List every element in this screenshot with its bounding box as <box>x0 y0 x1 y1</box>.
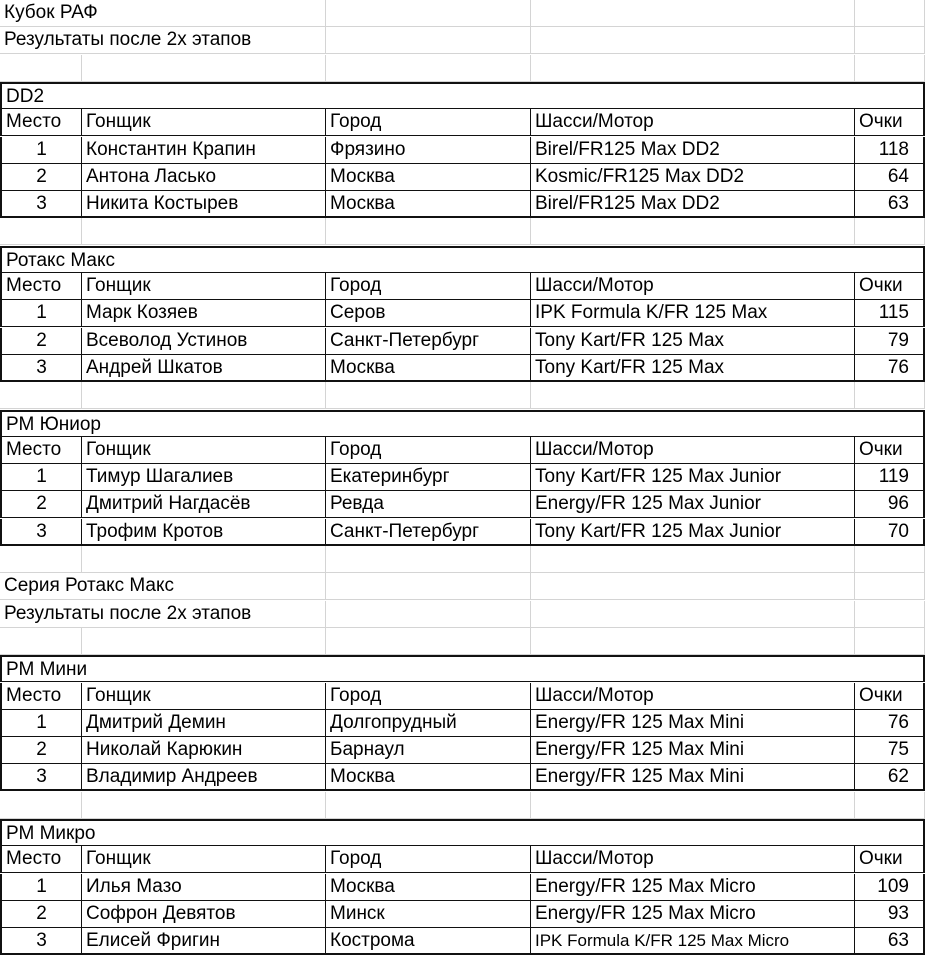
cell-driver[interactable]: Николай Карюкин <box>82 737 326 764</box>
column-header-place[interactable]: Место <box>0 683 82 710</box>
empty-cell[interactable] <box>855 573 925 600</box>
column-header-city[interactable]: Город <box>326 437 531 464</box>
cell-place[interactable]: 2 <box>0 737 82 764</box>
cell-driver[interactable]: Софрон Девятов <box>82 901 326 928</box>
cell-points[interactable]: 63 <box>855 191 925 218</box>
cell-chassis[interactable]: Kosmic/FR125 Max DD2 <box>531 164 855 191</box>
table-row <box>0 874 925 901</box>
empty-cell[interactable] <box>326 573 531 600</box>
cell-chassis[interactable]: Tony Kart/FR 125 Max Junior <box>531 464 855 491</box>
empty-cell[interactable] <box>855 546 925 573</box>
series-subtitle-cell[interactable]: Результаты после 2х этапов <box>0 601 82 628</box>
cell-chassis[interactable]: Energy/FR 125 Max Mini <box>531 710 855 737</box>
cell-place[interactable]: 2 <box>0 901 82 928</box>
column-header-points[interactable]: Очки <box>855 109 925 136</box>
section-title-row <box>0 246 925 273</box>
empty-cell[interactable] <box>0 218 82 245</box>
column-header-driver[interactable]: Гонщик <box>82 437 326 464</box>
cell-points[interactable]: 64 <box>855 164 925 191</box>
empty-cell[interactable] <box>855 628 925 655</box>
table-row <box>0 300 925 327</box>
column-header-chassis[interactable]: Шасси/Мотор <box>531 109 855 136</box>
empty-cell[interactable] <box>531 792 855 819</box>
cell-driver[interactable]: Марк Козяев <box>82 300 326 327</box>
table-row <box>0 328 925 355</box>
empty-cell[interactable] <box>82 27 326 54</box>
cell-place[interactable]: 1 <box>0 710 82 737</box>
spacer-row <box>0 55 925 82</box>
column-header-points[interactable]: Очки <box>855 846 925 873</box>
column-header-city[interactable]: Город <box>326 683 531 710</box>
table-row <box>0 491 925 518</box>
cell-place[interactable]: 2 <box>0 164 82 191</box>
cell-chassis[interactable]: Birel/FR125 Max DD2 <box>531 137 855 164</box>
column-header-place[interactable]: Место <box>0 846 82 873</box>
table-row <box>0 164 925 191</box>
empty-cell[interactable] <box>326 546 531 573</box>
empty-cell[interactable] <box>855 0 925 27</box>
cell-chassis[interactable]: Tony Kart/FR 125 Max <box>531 355 855 382</box>
empty-cell[interactable] <box>326 218 531 245</box>
column-header-city[interactable]: Город <box>326 846 531 873</box>
spacer-row <box>0 546 925 573</box>
empty-cell[interactable] <box>82 382 326 409</box>
cell-driver[interactable]: Антона Ласько <box>82 164 326 191</box>
empty-cell[interactable] <box>326 55 531 82</box>
empty-cell[interactable] <box>531 573 855 600</box>
cell-points[interactable]: 118 <box>855 137 925 164</box>
cell-driver[interactable]: Андрей Шкатов <box>82 355 326 382</box>
sheet-subtitle-cell[interactable]: Результаты после 2х этапов <box>0 27 82 54</box>
cell-points[interactable]: 119 <box>855 464 925 491</box>
cell-city[interactable]: Фрязино <box>326 137 531 164</box>
cell-place[interactable]: 3 <box>0 764 82 791</box>
cell-city[interactable]: Серов <box>326 300 531 327</box>
empty-cell[interactable] <box>326 0 531 27</box>
cell-driver[interactable]: Всеволод Устинов <box>82 328 326 355</box>
empty-cell[interactable] <box>855 218 925 245</box>
empty-cell[interactable] <box>531 628 855 655</box>
section-title-row <box>0 655 925 682</box>
empty-cell[interactable] <box>326 382 531 409</box>
cell-chassis[interactable]: IPK Formula K/FR 125 Max Micro <box>531 928 855 955</box>
column-header-points[interactable]: Очки <box>855 437 925 464</box>
cell-points[interactable]: 75 <box>855 737 925 764</box>
empty-cell[interactable] <box>326 27 531 54</box>
empty-cell[interactable] <box>531 546 855 573</box>
cell-city[interactable]: Санкт-Петербург <box>326 328 531 355</box>
empty-cell[interactable] <box>0 546 82 573</box>
cell-place[interactable]: 1 <box>0 300 82 327</box>
column-header-place[interactable]: Место <box>0 273 82 300</box>
column-header-driver[interactable]: Гонщик <box>82 109 326 136</box>
spacer-row <box>0 382 925 409</box>
empty-cell[interactable] <box>855 27 925 54</box>
cell-driver[interactable]: Тимур Шагалиев <box>82 464 326 491</box>
cell-chassis[interactable]: Energy/FR 125 Max Micro <box>531 901 855 928</box>
cell-chassis[interactable]: Tony Kart/FR 125 Max <box>531 328 855 355</box>
empty-cell[interactable] <box>531 218 855 245</box>
cell-chassis[interactable]: Energy/FR 125 Max Micro <box>531 874 855 901</box>
column-header-chassis[interactable]: Шасси/Мотор <box>531 683 855 710</box>
empty-cell[interactable] <box>0 382 82 409</box>
table-row <box>0 737 925 764</box>
cell-city[interactable]: Москва <box>326 191 531 218</box>
empty-cell[interactable] <box>855 601 925 628</box>
column-header-chassis[interactable]: Шасси/Мотор <box>531 437 855 464</box>
table-row <box>0 764 925 791</box>
table-row <box>0 901 925 928</box>
cell-city[interactable]: Кострома <box>326 928 531 955</box>
empty-cell[interactable] <box>531 55 855 82</box>
sheet-title-cell[interactable]: Кубок РАФ <box>0 0 82 27</box>
cell-driver[interactable]: Константин Крапин <box>82 137 326 164</box>
column-header-place[interactable]: Место <box>0 437 82 464</box>
cell-city[interactable]: Долгопрудный <box>326 710 531 737</box>
cell-chassis[interactable]: Birel/FR125 Max DD2 <box>531 191 855 218</box>
empty-cell[interactable] <box>326 601 531 628</box>
table-row <box>0 519 925 546</box>
table-row <box>0 191 925 218</box>
cell-chassis[interactable]: Energy/FR 125 Max Mini <box>531 737 855 764</box>
table-header-row <box>0 437 925 464</box>
cell-city[interactable]: Минск <box>326 901 531 928</box>
section-title-row <box>0 410 925 437</box>
table-header-row <box>0 109 925 136</box>
table-header-row <box>0 683 925 710</box>
empty-cell[interactable] <box>0 55 82 82</box>
column-header-driver[interactable]: Гонщик <box>82 846 326 873</box>
cell-city[interactable]: Москва <box>326 355 531 382</box>
empty-cell[interactable] <box>82 0 326 27</box>
column-header-chassis[interactable]: Шасси/Мотор <box>531 273 855 300</box>
cell-driver[interactable]: Трофим Кротов <box>82 519 326 546</box>
cell-points[interactable]: 115 <box>855 300 925 327</box>
table-header-row <box>0 846 925 873</box>
cell-points[interactable]: 76 <box>855 710 925 737</box>
cell-chassis[interactable]: Energy/FR 125 Max Mini <box>531 764 855 791</box>
cell-place[interactable]: 3 <box>0 191 82 218</box>
empty-cell[interactable] <box>855 792 925 819</box>
cell-driver[interactable]: Дмитрий Демин <box>82 710 326 737</box>
column-header-city[interactable]: Город <box>326 109 531 136</box>
series-title-cell[interactable]: Серия Ротакс Макс <box>0 573 82 600</box>
cell-points[interactable]: 70 <box>855 519 925 546</box>
cell-place[interactable]: 1 <box>0 874 82 901</box>
table-row <box>0 928 925 955</box>
empty-cell[interactable] <box>531 382 855 409</box>
cell-place[interactable]: 3 <box>0 355 82 382</box>
sheet-subtitle <box>0 27 925 54</box>
cell-chassis[interactable]: Tony Kart/FR 125 Max Junior <box>531 519 855 546</box>
cell-city[interactable]: Екатеринбург <box>326 464 531 491</box>
empty-cell[interactable] <box>531 0 855 27</box>
empty-cell[interactable] <box>82 628 326 655</box>
series-subtitle <box>0 601 925 628</box>
cell-points[interactable]: 79 <box>855 328 925 355</box>
cell-driver[interactable]: Никита Костырев <box>82 191 326 218</box>
series-title <box>0 573 925 600</box>
section-title[interactable]: РМ Микро <box>0 819 925 846</box>
cell-driver[interactable]: Елисей Фригин <box>82 928 326 955</box>
cell-city[interactable]: Москва <box>326 164 531 191</box>
empty-cell[interactable] <box>855 55 925 82</box>
cell-points[interactable]: 96 <box>855 491 925 518</box>
sheet-title <box>0 0 925 27</box>
spacer-row <box>0 792 925 819</box>
cell-city[interactable]: Санкт-Петербург <box>326 519 531 546</box>
column-header-points[interactable]: Очки <box>855 273 925 300</box>
cell-chassis[interactable]: Energy/FR 125 Max Junior <box>531 491 855 518</box>
empty-cell[interactable] <box>82 546 326 573</box>
empty-cell[interactable] <box>531 601 855 628</box>
cell-place[interactable]: 1 <box>0 137 82 164</box>
column-header-chassis[interactable]: Шасси/Мотор <box>531 846 855 873</box>
cell-city[interactable]: Барнаул <box>326 737 531 764</box>
empty-cell[interactable] <box>0 792 82 819</box>
column-header-driver[interactable]: Гонщик <box>82 683 326 710</box>
section-title[interactable]: РМ Мини <box>0 655 925 682</box>
cell-driver[interactable]: Владимир Андреев <box>82 764 326 791</box>
cell-driver[interactable]: Дмитрий Нагдасёв <box>82 491 326 518</box>
cell-city[interactable]: Ревда <box>326 491 531 518</box>
cell-points[interactable]: 109 <box>855 874 925 901</box>
empty-cell[interactable] <box>82 55 326 82</box>
table-row <box>0 710 925 737</box>
cell-place[interactable]: 2 <box>0 328 82 355</box>
column-header-city[interactable]: Город <box>326 273 531 300</box>
cell-city[interactable]: Москва <box>326 764 531 791</box>
table-row <box>0 355 925 382</box>
column-header-driver[interactable]: Гонщик <box>82 273 326 300</box>
cell-place[interactable]: 3 <box>0 928 82 955</box>
cell-place[interactable]: 3 <box>0 519 82 546</box>
column-header-place[interactable]: Место <box>0 109 82 136</box>
empty-cell[interactable] <box>531 27 855 54</box>
cell-chassis[interactable]: IPK Formula K/FR 125 Max <box>531 300 855 327</box>
empty-cell[interactable] <box>0 628 82 655</box>
cell-points[interactable]: 62 <box>855 764 925 791</box>
cell-place[interactable]: 2 <box>0 491 82 518</box>
section-title[interactable]: РМ Юниор <box>0 410 925 437</box>
section-title-row <box>0 819 925 846</box>
section-title[interactable]: DD2 <box>0 82 925 109</box>
cell-points[interactable]: 93 <box>855 901 925 928</box>
cell-place[interactable]: 1 <box>0 464 82 491</box>
empty-cell[interactable] <box>82 573 326 600</box>
empty-cell[interactable] <box>326 628 531 655</box>
cell-driver[interactable]: Илья Мазо <box>82 874 326 901</box>
table-row <box>0 137 925 164</box>
table-row <box>0 464 925 491</box>
column-header-points[interactable]: Очки <box>855 683 925 710</box>
spacer-row <box>0 628 925 655</box>
empty-cell[interactable] <box>82 792 326 819</box>
empty-cell[interactable] <box>855 382 925 409</box>
cell-points[interactable]: 76 <box>855 355 925 382</box>
empty-cell[interactable] <box>326 792 531 819</box>
empty-cell[interactable] <box>82 601 326 628</box>
table-header-row <box>0 273 925 300</box>
cell-points[interactable]: 63 <box>855 928 925 955</box>
spacer-row <box>0 218 925 245</box>
empty-cell[interactable] <box>82 218 326 245</box>
section-title[interactable]: Ротакс Макс <box>0 246 925 273</box>
cell-city[interactable]: Москва <box>326 874 531 901</box>
section-title-row <box>0 82 925 109</box>
